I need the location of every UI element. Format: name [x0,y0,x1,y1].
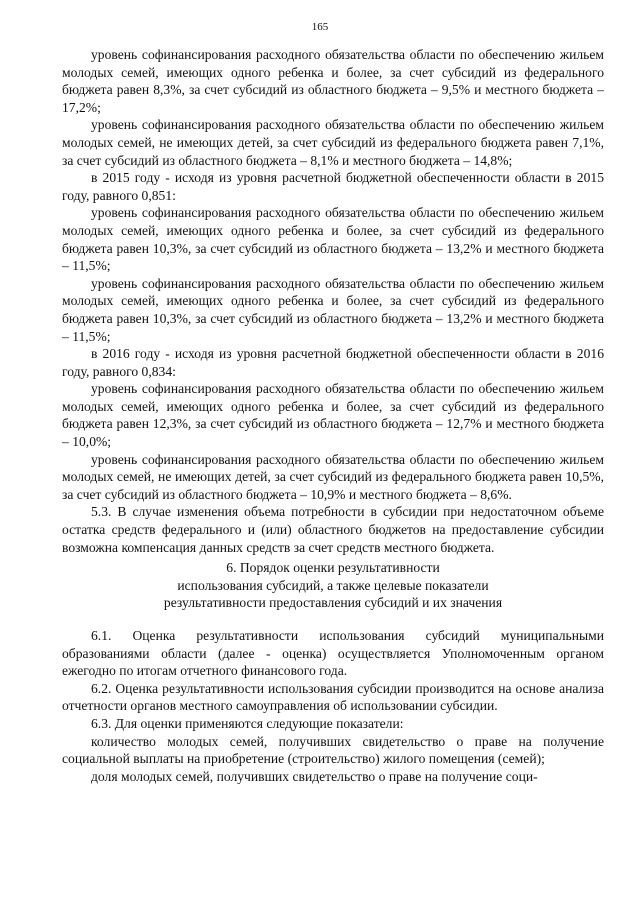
page-number: 165 [311,21,329,33]
paragraph: 6.1. Оценка результативности использования субсидий муниципальными образованиями области (далее - оценка) осуществляется Уполномоченным органом ежегодно по итогам отчетного финансового года. [62,628,604,679]
section-heading-line: результативности предоставления субсидий и их значения [163,595,503,611]
paragraph: уровень софинансирования расходного обязательства области по обеспечению жильем молодых семей, имеющих одного ребенка и более, за счет субсидий из федерального бюджета равен 8,3%, за счет субсидий из областного бюджета – 9,5% и местного бюджета – 17,2%; [62,47,604,115]
paragraph: в 2016 году - исходя из уровня расчетной бюджетной обеспеченности области в 2016 году, равного 0,834: [62,346,604,379]
paragraph: в 2015 году - исходя из уровня расчетной бюджетной обеспеченности области в 2015 году, равного 0,851: [62,170,604,203]
paragraph: уровень софинансирования расходного обязательства области по обеспечению жильем молодых семей, имеющих одного ребенка и более, за счет субсидий из федерального бюджета равен 10,3%, за счет субсидий из областного бюджета – 13,2% и местного бюджета – 11,5%; [62,275,604,344]
paragraph: 5.3. В случае изменения объема потребности в субсидии при недостаточном объеме остатка средств федерального и (или) областного бюджетов на предоставление субсидии возможна компенсация данных средств за счет средств местного бюджета. [62,504,604,555]
paragraph: уровень софинансирования расходного обязательства области по обеспечению жильем молодых семей, имеющих одного ребенка и более, за счет субсидий из федерального бюджета равен 10,3%, за счет субсидий из областного бюджета – 13,2% и местного бюджета – 11,5%; [62,205,604,274]
paragraph: 6.3. Для оценки применяются следующие показатели: [91,715,404,731]
paragraph: количество молодых семей, получивших свидетельство о праве на получение социальной выплаты на приобретение (строительство) жилого помещения (семей); [62,733,604,767]
paragraph: уровень софинансирования расходного обязательства области по обеспечению жильем молодых семей, не имеющих детей, за счет субсидий из федерального бюджета равен 7,1%, за счет субсидий из областного бюджета – 8,1% и местного бюджета – 14,8%; [62,117,604,168]
paragraph: уровень софинансирования расходного обязательства области по обеспечению жильем молодых семей, не имеющих детей, за счет субсидий из федерального бюджета равен 10,5%, за счет субсидий из областного бюджета – 10,9% и местного бюджета – 8,6%. [62,451,604,502]
paragraph: доля молодых семей, получивших свидетельство о праве на получение соци- [91,768,538,784]
section-heading-line: использования субсидий, а также целевые показатели [177,577,489,593]
paragraph: 6.2. Оценка результативности использования субсидии производится на основе анализа отчетности органов местного самоуправления об использовании субсидии. [62,680,604,714]
document-body [62,46,604,785]
paragraph: уровень софинансирования расходного обязательства области по обеспечению жильем молодых семей, имеющих одного ребенка и более, за счет субсидий из федерального бюджета равен 12,3%, за счет субсидий из областного бюджета – 12,7% и местного бюджета – 10,0%; [62,381,604,450]
section-heading [62,559,604,612]
section-heading-line: 6. Порядок оценки результативности [226,560,440,576]
